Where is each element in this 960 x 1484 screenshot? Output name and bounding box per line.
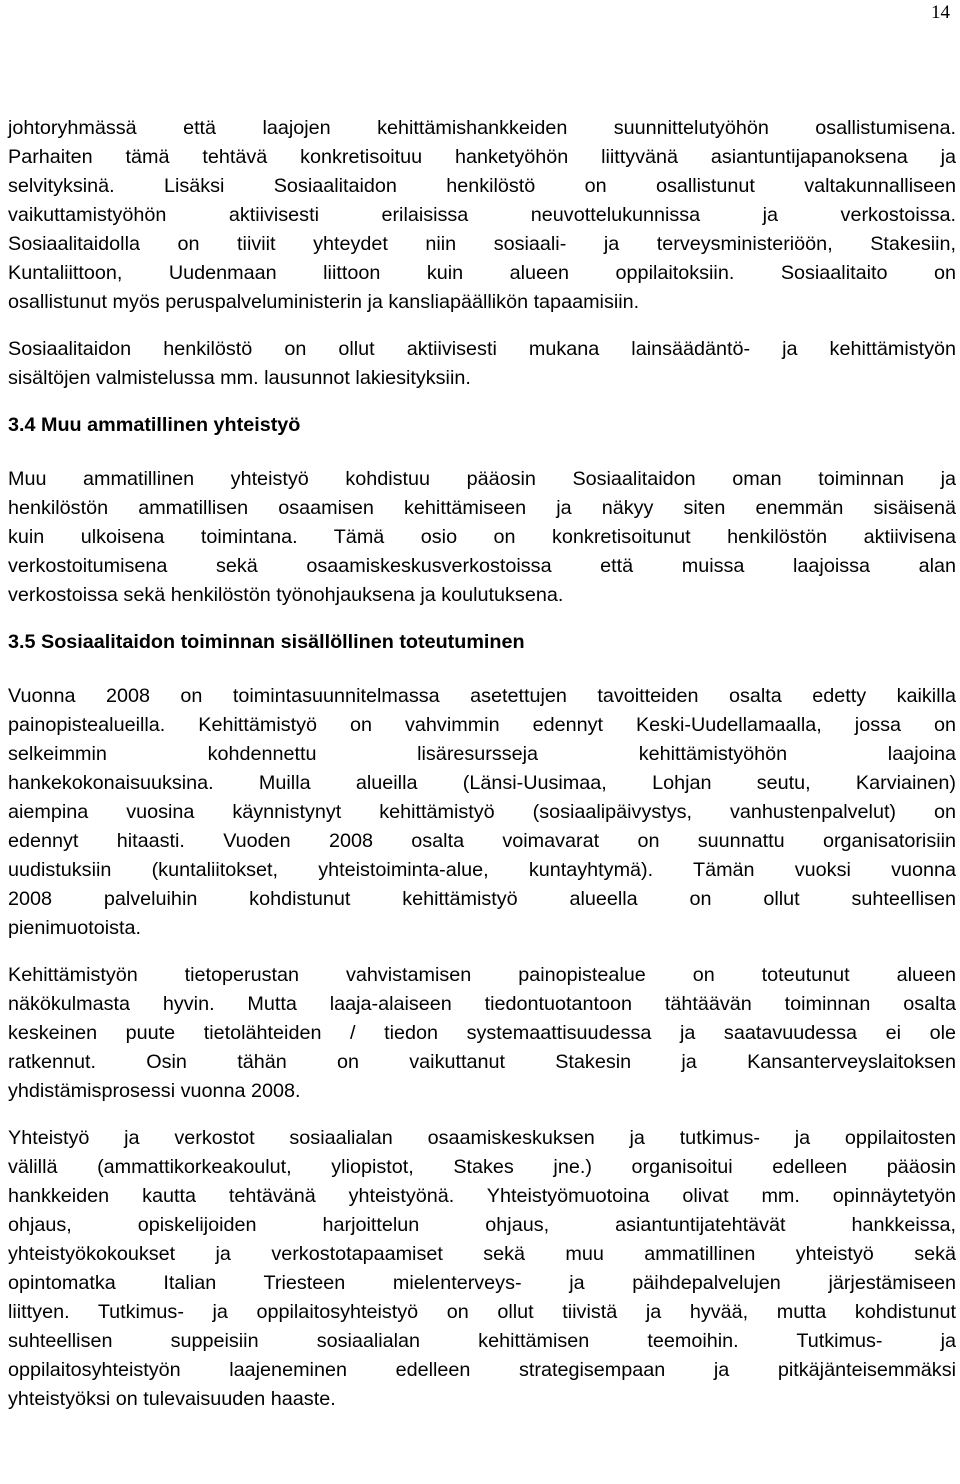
text-line: suhteellisen suppeisiin sosiaalialan kehittämisen teemoihin. Tutkimus- ja xyxy=(8,1330,956,1352)
text-line: selvityksinä. Lisäksi Sosiaalitaidon henkilöstö on osallistunut valtakunnalliseen xyxy=(8,175,956,197)
text-line: välillä (ammattikorkeakoulut, yliopistot, Stakes jne.) organisoitui edelleen pääosin xyxy=(8,1156,956,1178)
text-line: hankkeiden kautta tehtävänä yhteistyönä. Yhteistyömuotoina olivat mm. opinnäytetyön xyxy=(8,1185,956,1207)
document-body xyxy=(8,114,956,1414)
text-line: Yhteistyö ja verkostot sosiaalialan osaamiskeskuksen ja tutkimus- ja oppilaitosten xyxy=(8,1127,956,1149)
paragraph-other-collaboration xyxy=(8,465,956,610)
text-line: verkostoissa sekä henkilöstön työnohjauksena ja koulutuksena. xyxy=(8,584,564,606)
paragraph-research-cooperation xyxy=(8,1124,956,1414)
text-line: verkostoitumisena sekä osaamiskeskusverkostoissa että muissa laajoissa alan xyxy=(8,555,956,577)
text-line: Parhaiten tämä tehtävä konkretisoituu hanketyöhön liittyvänä asiantuntijapanoksena ja xyxy=(8,146,956,168)
text-line: Sosiaalitaidon henkilöstö on ollut aktiivisesti mukana lainsäädäntö- ja kehittämistyön xyxy=(8,338,956,360)
paragraph-knowledge-base xyxy=(8,961,956,1106)
text-line: osallistunut myös peruspalveluministerin ja kansliapäällikön tapaamisiin. xyxy=(8,291,640,313)
text-line: selkeimmin kohdennettu lisäresursseja kehittämistyöhön laajoina xyxy=(8,743,956,765)
text-line: henkilöstön ammatillisen osaamisen kehittämiseen ja näkyy siten enemmän sisäisenä xyxy=(8,497,956,519)
text-line: kuin ulkoisena toimintana. Tämä osio on konkretisoitunut henkilöstön aktiivisena xyxy=(8,526,956,548)
paragraph-legislation xyxy=(8,335,956,393)
text-line: 2008 palveluihin kohdistunut kehittämistyö alueella on ollut suhteellisen xyxy=(8,888,956,910)
text-line: painopistealueilla. Kehittämistyö on vahvimmin edennyt Keski-Uudellamaalla, jossa on xyxy=(8,714,956,736)
text-line: uudistuksiin (kuntaliitokset, yhteistoiminta-alue, kuntayhtymä). Tämän vuoksi vuonna xyxy=(8,859,956,881)
text-line: pienimuotoista. xyxy=(8,917,142,939)
text-line: Kehittämistyön tietoperustan vahvistamisen painopistealue on toteutunut alueen xyxy=(8,964,956,986)
page-number: 14 xyxy=(931,2,950,23)
text-line: yhdistämisprosessi vuonna 2008. xyxy=(8,1080,301,1102)
paragraph-collaboration xyxy=(8,114,956,317)
text-line: yhteistyökokoukset ja verkostotapaamiset sekä muu ammatillinen yhteistyö sekä xyxy=(8,1243,956,1265)
text-line: liittyen. Tutkimus- ja oppilaitosyhteistyö on ollut tiivistä ja hyvää, mutta kohdistunut xyxy=(8,1301,956,1323)
section-heading-3-5: 3.5 Sosiaalitaidon toiminnan sisällöllinen toteutuminen xyxy=(8,631,525,653)
text-line: Muu ammatillinen yhteistyö kohdistuu pääosin Sosiaalitaidon oman toiminnan ja xyxy=(8,468,956,490)
text-line: edennyt hitaasti. Vuoden 2008 osalta voimavarat on suunnattu organisatorisiin xyxy=(8,830,956,852)
text-line: aiempina vuosina käynnistynyt kehittämistyö (sosiaalipäivystys, vanhustenpalvelut) on xyxy=(8,801,956,823)
text-line: Sosiaalitaidolla on tiiviit yhteydet niin sosiaali- ja terveysministeriöön, Stakesiin, xyxy=(8,233,956,255)
text-line: oppilaitosyhteistyön laajeneminen edelleen strategisempaan ja pitkäjänteisemmäksi xyxy=(8,1359,956,1381)
text-line: ratkennut. Osin tähän on vaikuttanut Stakesin ja Kansanterveyslaitoksen xyxy=(8,1051,956,1073)
section-heading-3-4: 3.4 Muu ammatillinen yhteistyö xyxy=(8,414,301,436)
text-line: ohjaus, opiskelijoiden harjoittelun ohjaus, asiantuntijatehtävät hankkeissa, xyxy=(8,1214,956,1236)
text-line: yhteistyöksi on tulevaisuuden haaste. xyxy=(8,1388,336,1410)
paragraph-progress-2008 xyxy=(8,682,956,943)
text-line: opintomatka Italian Triesteen mielenterveys- ja päihdepalvelujen järjestämiseen xyxy=(8,1272,956,1294)
text-line: Kuntaliittoon, Uudenmaan liittoon kuin alueen oppilaitoksiin. Sosiaalitaito on xyxy=(8,262,956,284)
text-line: näkökulmasta hyvin. Mutta laaja-alaiseen tiedontuotantoon tähtäävän toiminnan osalta xyxy=(8,993,956,1015)
text-line: sisältöjen valmistelussa mm. lausunnot lakiesityksiin. xyxy=(8,367,471,389)
text-line: vaikuttamistyöhön aktiivisesti erilaisissa neuvottelukunnissa ja verkostoissa. xyxy=(8,204,956,226)
text-line: Vuonna 2008 on toimintasuunnitelmassa asetettujen tavoitteiden osalta edetty kaikilla xyxy=(8,685,956,707)
text-line: johtoryhmässä että laajojen kehittämishankkeiden suunnittelutyöhön osallistumisena. xyxy=(8,117,956,139)
text-line: keskeinen puute tietolähteiden / tiedon systemaattisuudessa ja saatavuudessa ei ole xyxy=(8,1022,956,1044)
text-line: hankekokonaisuuksina. Muilla alueilla (Länsi-Uusimaa, Lohjan seutu, Karviainen) xyxy=(8,772,956,794)
